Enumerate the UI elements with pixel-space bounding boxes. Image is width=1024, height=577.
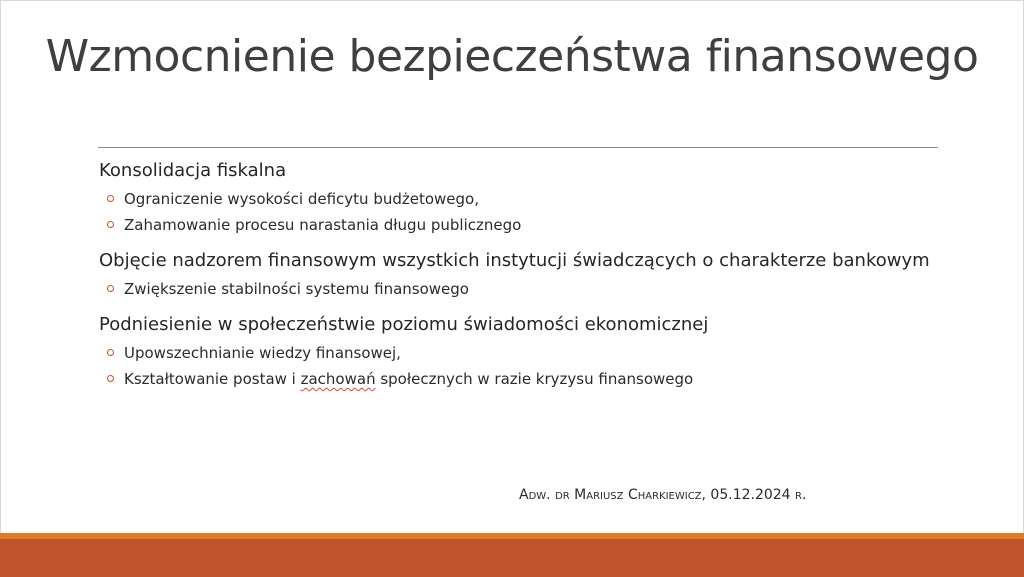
list-item: [99, 186, 979, 212]
circle-bullet-icon: [107, 195, 114, 202]
list-item-text: Upowszechnianie wiedzy finansowej,: [124, 344, 401, 362]
spellcheck-flagged-word[interactable]: zachowań: [300, 370, 376, 388]
section-heading: Konsolidacja fiskalna: [99, 160, 287, 181]
list-item: [99, 340, 979, 366]
circle-bullet-icon: [107, 375, 114, 382]
section-fiscal: [99, 160, 979, 238]
circle-bullet-icon: [107, 221, 114, 228]
section-heading: Objęcie nadzorem finansowym wszystkich instytucji świadczących o charakterze bankowym: [99, 250, 930, 271]
list-item-text: Zahamowanie procesu narastania długu publicznego: [124, 216, 522, 234]
title-divider: [98, 147, 938, 148]
circle-bullet-icon: [107, 285, 114, 292]
slide-body[interactable]: [99, 160, 979, 404]
slide-footer[interactable]: Adw. dr Mariusz Charkiewicz, 05.12.2024 r.: [519, 487, 807, 503]
circle-bullet-icon: [107, 349, 114, 356]
section-heading: Podniesienie w społeczeństwie poziomu świadomości ekonomicznej: [99, 314, 709, 335]
section-supervision: [99, 250, 979, 302]
slide-title[interactable]: Wzmocnienie bezpieczeństwa finansowego: [45, 31, 979, 82]
list-item-text: Ograniczenie wysokości deficytu budżetowego,: [124, 190, 479, 208]
list-item-text-after: społecznych w razie kryzysu finansowego: [375, 370, 694, 388]
section-awareness: [99, 314, 979, 392]
list-item: [99, 276, 979, 302]
list-item-text-before: Kształtowanie postaw i: [124, 370, 301, 388]
accent-bar-bottom: [0, 539, 1024, 577]
list-item-text: Zwiększenie stabilności systemu finansowego: [124, 280, 469, 298]
list-item: [99, 212, 979, 238]
list-item: [99, 366, 979, 392]
